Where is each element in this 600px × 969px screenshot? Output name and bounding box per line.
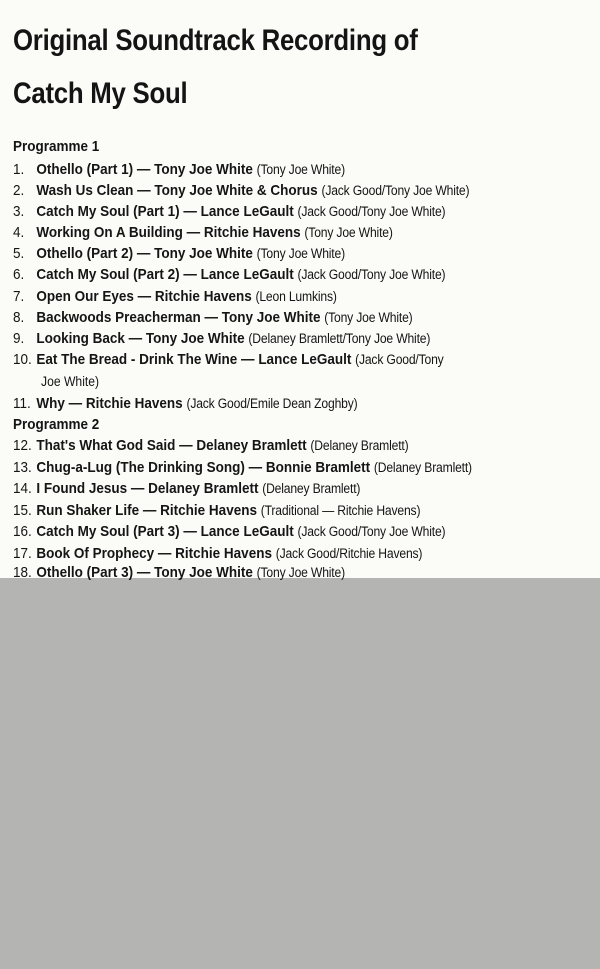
track-credit: (Jack Good/Tony Joe White) (297, 524, 446, 539)
track-title: Catch My Soul (Part 2) — Lance LeGault (36, 266, 294, 283)
programme-1-heading: Programme 1 (13, 138, 100, 155)
track-row (13, 351, 553, 368)
track-credit: (Jack Good/Tony Joe White) (297, 267, 446, 282)
track-row (13, 245, 553, 262)
track-number: 10. (13, 351, 32, 368)
track-number: 1. (13, 161, 25, 178)
track-title: Wash Us Clean — Tony Joe White & Chorus (36, 182, 318, 199)
track-title: Catch My Soul (Part 1) — Lance LeGault (36, 203, 294, 220)
track-credit: (Jack Good/Tony Joe White) (321, 183, 470, 198)
track-title: Othello (Part 3) — Tony Joe White (36, 564, 253, 581)
track-number: 15. (13, 502, 32, 519)
track-row (13, 224, 553, 241)
track-credit: (Delaney Bramlett) (262, 481, 361, 496)
track-number: 18. (13, 564, 32, 581)
track-credit: (Tony Joe White) (324, 310, 413, 325)
track-title: Othello (Part 2) — Tony Joe White (36, 245, 253, 262)
track-title: Open Our Eyes — Ritchie Havens (36, 288, 252, 305)
track-title: Looking Back — Tony Joe White (36, 330, 245, 347)
track-credit: (Tony Joe White) (256, 565, 345, 580)
track-credit: (Delaney Bramlett) (310, 438, 409, 453)
track-title: Catch My Soul (Part 3) — Lance LeGault (36, 523, 294, 540)
track-number: 9. (13, 330, 25, 347)
track-number: 13. (13, 459, 32, 476)
track-row (13, 480, 553, 497)
track-title: Run Shaker Life — Ritchie Havens (36, 502, 257, 519)
track-number: 14. (13, 480, 32, 497)
track-number: 4. (13, 224, 25, 241)
track-number: 17. (13, 545, 32, 562)
track-row (13, 266, 553, 283)
track-number: 11. (13, 395, 31, 412)
track-number: 12. (13, 437, 32, 454)
track-title: Eat The Bread - Drink The Wine — Lance LeGault (36, 351, 352, 368)
track-row (13, 564, 553, 581)
track-number: 8. (13, 309, 25, 326)
album-title-line-1: Original Soundtrack Recording of (13, 24, 418, 57)
track-row (13, 182, 553, 199)
track-credit: (Delaney Bramlett) (373, 460, 472, 475)
track-title: Backwoods Preacherman — Tony Joe White (36, 309, 321, 326)
track-title: Othello (Part 1) — Tony Joe White (36, 161, 253, 178)
track-row (13, 523, 553, 540)
track-title: Working On A Building — Ritchie Havens (36, 224, 301, 241)
track-title: Chug-a-Lug (The Drinking Song) — Bonnie Bramlett (36, 459, 371, 476)
track-credit: (Jack Good/Emile Dean Zoghby) (186, 396, 358, 411)
track-number: 7. (13, 288, 25, 305)
track-credit: (Jack Good/Tony (355, 352, 444, 367)
track-row (13, 545, 553, 562)
track-credit: (Tony Joe White) (256, 162, 345, 177)
track-row (13, 437, 553, 454)
track-credit: (Tony Joe White) (256, 246, 345, 261)
track-credit: (Delaney Bramlett/Tony Joe White) (248, 331, 431, 346)
track-row (13, 330, 553, 347)
track-row (13, 459, 553, 476)
track-number: 2. (13, 182, 25, 199)
album-title-line-2: Catch My Soul (13, 77, 188, 110)
programme-2-heading: Programme 2 (13, 416, 100, 433)
track-credit-continued: Joe White) (41, 374, 100, 389)
track-credit: (Tony Joe White) (304, 225, 393, 240)
track-row (13, 309, 553, 326)
track-row (13, 395, 553, 412)
track-number: 16. (13, 523, 32, 540)
track-number: 5. (13, 245, 25, 262)
track-row (13, 288, 553, 305)
track-number: 6. (13, 266, 25, 283)
track-number: 3. (13, 203, 25, 220)
track-title: I Found Jesus — Delaney Bramlett (36, 480, 259, 497)
track-title: Book Of Prophecy — Ritchie Havens (36, 545, 272, 562)
track-row (13, 161, 553, 178)
track-row (13, 203, 553, 220)
track-credit: (Jack Good/Ritchie Havens) (275, 546, 423, 561)
track-title: Why — Ritchie Havens (36, 395, 183, 412)
track-row (13, 502, 553, 519)
track-credit: (Traditional — Ritchie Havens) (260, 503, 421, 518)
track-title: That's What God Said — Delaney Bramlett (36, 437, 307, 454)
track-credit: (Leon Lumkins) (255, 289, 337, 304)
track-credit: (Jack Good/Tony Joe White) (297, 204, 446, 219)
